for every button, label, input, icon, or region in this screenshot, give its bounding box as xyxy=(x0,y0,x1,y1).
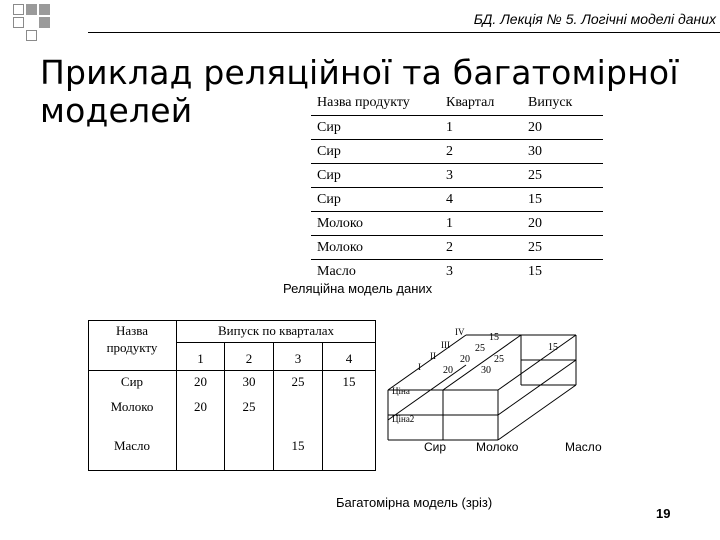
rel-header-name: Назва продукту xyxy=(317,95,410,110)
cube-quarter-label: III xyxy=(441,340,450,350)
md-header-name: Назва продукту xyxy=(106,323,158,355)
rel-cell: 1 xyxy=(446,120,453,135)
rel-row-line xyxy=(311,115,603,116)
cube-quarter-label: I xyxy=(418,362,421,372)
rel-cell: Сир xyxy=(317,168,341,183)
md-header-group: Випуск по кварталах xyxy=(218,323,334,338)
md-product: Молоко xyxy=(110,399,154,414)
md-product: Масло xyxy=(113,438,151,453)
rel-row-line xyxy=(311,235,603,236)
md-product: Сир xyxy=(120,374,144,389)
rel-cell: Сир xyxy=(317,120,341,135)
decor-square xyxy=(26,4,37,15)
rel-cell: 20 xyxy=(528,216,542,231)
md-quarter: 1 xyxy=(197,351,204,366)
cube-value: 15 xyxy=(548,342,558,353)
decor-square xyxy=(13,4,24,15)
cube-axis-label: Ціна2 xyxy=(392,414,415,424)
rel-cell: 15 xyxy=(528,264,542,279)
cube-product-label: Сир xyxy=(424,440,447,454)
rel-cell: 2 xyxy=(446,144,453,159)
rel-cell: 1 xyxy=(446,216,453,231)
md-value: 15 xyxy=(291,438,305,453)
rel-cell: Сир xyxy=(317,144,341,159)
cube-value: 30 xyxy=(481,365,491,376)
decor-square xyxy=(13,17,24,28)
rel-header-output: Випуск xyxy=(528,95,573,110)
relational-caption: Реляційна модель даних xyxy=(283,281,433,296)
decor-square xyxy=(39,17,50,28)
rel-cell: 20 xyxy=(528,120,542,135)
header-divider xyxy=(88,32,720,33)
rel-cell: Молоко xyxy=(317,216,363,231)
cube-value: 20 xyxy=(460,354,470,365)
rel-cell: 3 xyxy=(446,264,453,279)
cube-quarter-label: II xyxy=(430,351,436,361)
md-row-line xyxy=(176,342,376,343)
rel-cell: Сир xyxy=(317,192,341,207)
rel-cell: 15 xyxy=(528,192,542,207)
md-border xyxy=(88,320,376,321)
rel-row-line xyxy=(311,259,603,260)
rel-cell: Молоко xyxy=(317,240,363,255)
cube-quarter-label: IV xyxy=(455,327,465,337)
rel-cell: 4 xyxy=(446,192,453,207)
md-value: 20 xyxy=(194,399,207,414)
slide-title-line1: Приклад реляційної та багатомірної xyxy=(40,53,679,92)
md-value: 30 xyxy=(242,374,256,389)
rel-cell: 3 xyxy=(446,168,453,183)
cube-value: 25 xyxy=(475,343,485,354)
cube-value: 25 xyxy=(494,354,504,365)
rel-cell: 25 xyxy=(528,240,542,255)
cube-axis-label: Ціна xyxy=(392,386,410,396)
rel-cell: 2 xyxy=(446,240,453,255)
cube-product-label: Молоко xyxy=(476,440,519,454)
rel-row-line xyxy=(311,163,603,164)
lecture-header: БД. Лекція № 5. Логічні моделі даних xyxy=(473,11,716,27)
md-value: 25 xyxy=(242,399,256,414)
rel-row-line xyxy=(311,139,603,140)
rel-cell: 25 xyxy=(528,168,542,183)
cube-value: 15 xyxy=(489,332,499,343)
slide-title-line2: моделей xyxy=(40,91,193,130)
md-border xyxy=(88,470,376,471)
page-number: 19 xyxy=(656,506,671,521)
rel-header-quarter: Квартал xyxy=(446,95,495,110)
md-row-line xyxy=(88,370,376,371)
md-border xyxy=(88,320,89,471)
decor-square xyxy=(39,4,50,15)
md-value: 25 xyxy=(291,374,305,389)
md-quarter: 3 xyxy=(294,351,302,366)
rel-row-line xyxy=(311,211,603,212)
decor-square xyxy=(26,30,37,41)
rel-cell: 30 xyxy=(528,144,542,159)
md-value: 20 xyxy=(194,374,207,389)
rel-cell: Масло xyxy=(317,264,356,279)
rel-row-line xyxy=(311,187,603,188)
md-quarter: 4 xyxy=(345,351,353,366)
cube-value: 20 xyxy=(443,365,453,376)
multidim-caption: Багатомірна модель (зріз) xyxy=(336,495,493,510)
md-value: 15 xyxy=(342,374,356,389)
cube-product-label: Масло xyxy=(565,440,602,454)
md-quarter: 2 xyxy=(245,351,253,366)
